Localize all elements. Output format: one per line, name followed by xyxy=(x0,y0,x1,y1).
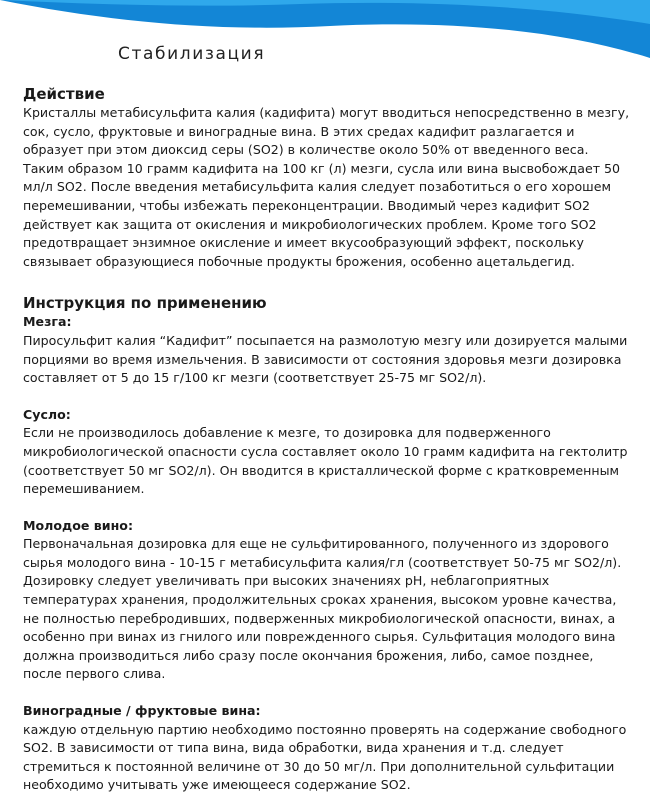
section-text: Первоначальная дозировка для еще не сульфитированного, полученного из здорового сырья молодого вина - 10-15 г метабисульфита калия/гл (соответствует 50-75 мг SO2/л). Дозировку следует увеличивать при высоких значениях pH, неблагоприятных температурах хранения, продолжительных сроках хранения, высоком уровне качества, не полностью перебродивших, подверженных микробиологической опасности, винах, а особенно при винах из гнилого или поврежденного сырья. Сульфитация молодого вина должна производиться либо сразу после окончания брожения, либо, самое позднее, после первого слива. xyxy=(23,536,622,682)
instructions-section xyxy=(23,293,633,795)
section-title: Сусло: xyxy=(23,406,71,422)
section-title: Виноградные / фруктовые вина: xyxy=(23,703,261,719)
action-heading: Действие xyxy=(23,85,105,103)
action-text: Кристаллы метабисульфита калия (кадифита) могут вводиться непосредственно в мезгу, сок, сусло, фруктовые и виноградные вина. В этих средах кадифит разлагается и образует при этом диоксид серы (SO2) в количестве около 50% от введенного веса. Таким образом 10 грамм кадифита на 100 кг (л) мезги, сусла или вина высвобождает 50 мл/л SO2. После введения метабисульфита калия следует позаботиться о его хорошем перемешивании, чтобы избежать переконцентрации. Вводимый через кадифит SO2 действует как защита от окисления и микробиологических проблем. Кроме того SO2 предотвращает энзимное окисление и имеет вкусообразующий эффект, поскольку связывает образующиеся побочные продукты брожения, особенно ацетальдегид. xyxy=(23,105,630,269)
page-title: Стабилизация xyxy=(118,44,266,64)
section-text: каждую отдельную партию необходимо постоянно проверять на содержание свободного SO2. В зависимости от типа вина, вида обработки, вида хранения и т.д. следует стремиться к постоянной величине от 30 до 50 мг/л. При дополнительной сульфитации необходимо учитывать уже имеющееся содержание SO2. xyxy=(23,721,627,793)
action-section xyxy=(23,84,633,271)
section-title: Молодое вино: xyxy=(23,517,133,533)
section-title: Мезга: xyxy=(23,314,72,330)
wave-decoration xyxy=(0,0,650,80)
section-young-wine xyxy=(23,517,633,684)
instructions-heading: Инструкция по применению xyxy=(23,294,267,313)
section-fruit-wines xyxy=(23,702,633,795)
header-banner xyxy=(0,0,650,80)
section-suslo xyxy=(23,406,633,499)
section-mezga xyxy=(23,313,633,387)
document-body xyxy=(23,84,633,795)
section-text: Пиросульфит калия “Кадифит” посыпается на размолотую мезгу или дозируется малыми порциями во время измельчения. В зависимости от состояния здоровья мезги дозировка составляет от 5 до 15 г/100 кг мезги (соответствует 25-75 мг SO2/л). xyxy=(23,332,628,386)
section-text: Если не производилось добавление к мезге, то дозировка для подверженного микробиологической опасности сусла составляет около 10 грамм кадифита на гектолитр (соответствует 50 мг SO2/л). Он вводится в кристаллической форме с кратковременным перемешиванием. xyxy=(23,425,628,497)
